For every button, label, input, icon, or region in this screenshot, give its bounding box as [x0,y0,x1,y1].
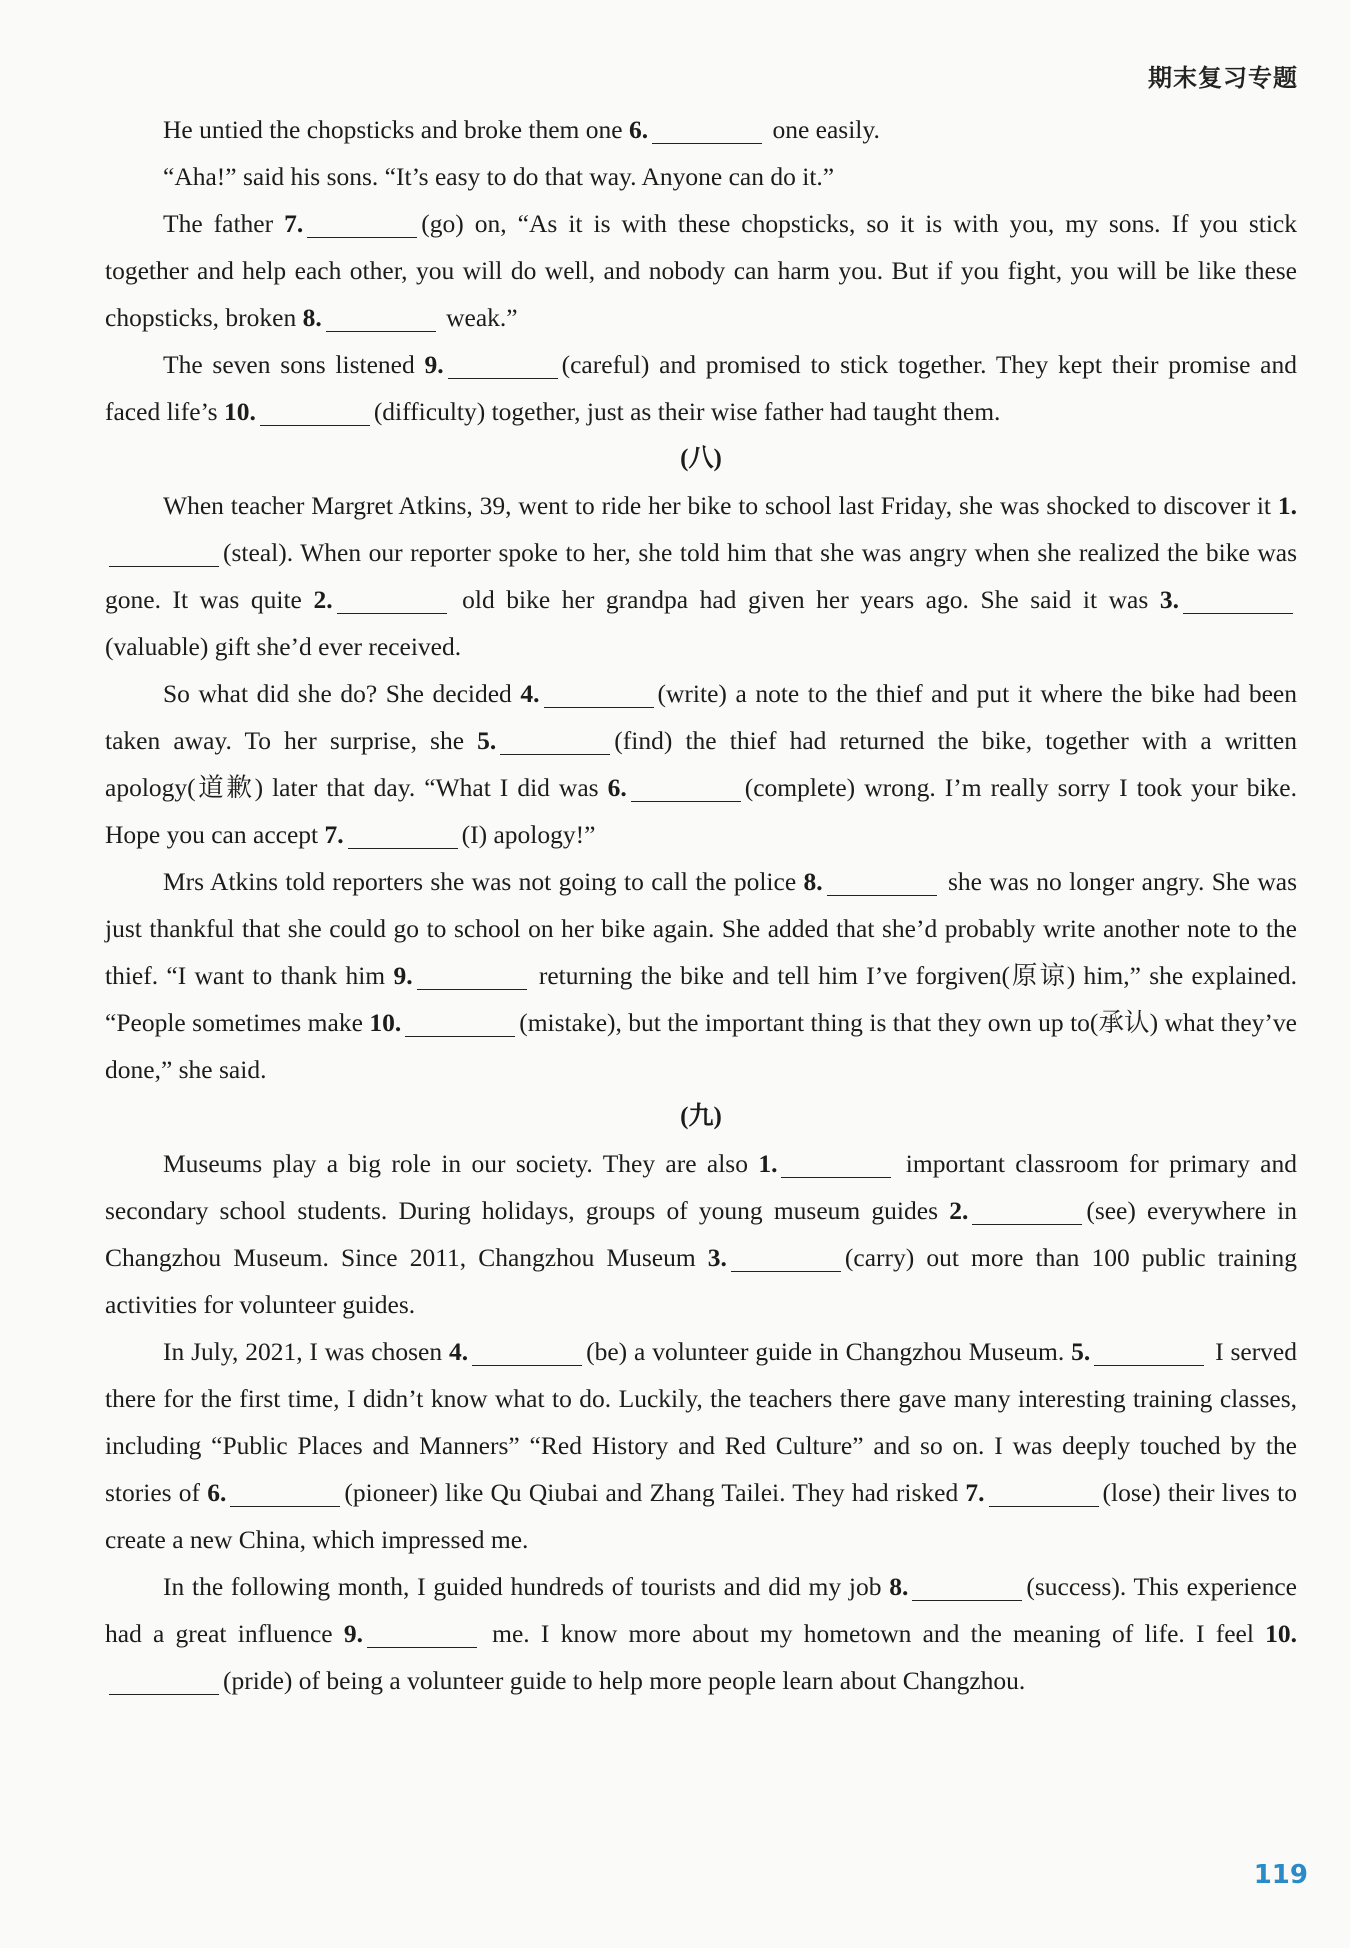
question-number: 9. [424,350,444,379]
question-number: 1. [1277,491,1297,520]
paragraph [105,482,1297,670]
text: (mistake), but the important thing is that they own up to(承认) what they’ve done,” she said. [105,1008,1297,1084]
answer-blank[interactable] [731,1243,841,1272]
question-number: 4. [448,1337,469,1366]
answer-blank[interactable] [989,1478,1099,1507]
question-number: 10. [1265,1619,1298,1648]
text: (write) a note to the thief and put it where the bike had been taken away. To her surprise, she [105,679,1297,755]
question-number: 3. [707,1243,727,1272]
answer-blank[interactable] [337,585,447,614]
question-number: 7. [324,820,344,849]
answer-blank[interactable] [1183,585,1293,614]
answer-blank[interactable] [230,1478,340,1507]
question-number: 5. [477,726,497,755]
paragraph [105,670,1297,858]
answer-blank[interactable] [972,1196,1082,1225]
text: (pioneer) like Qu Qiubai and Zhang Tailei. They had risked [344,1478,966,1507]
text: “Aha!” said his sons. “It’s easy to do that way. Anyone can do it.” [163,162,835,191]
answer-blank[interactable] [827,867,937,896]
text: (steal). When our reporter spoke to her, she told him that she was angry when she realized the bike was gone. It was quite [105,538,1297,614]
answer-blank[interactable] [544,679,654,708]
text: (difficulty) together, just as their wise father had taught them. [373,397,1001,426]
question-number: 10. [223,397,256,426]
text: He untied the chopsticks and broke them one [163,115,629,144]
page-number: 119 [1253,1860,1308,1890]
answer-blank[interactable] [1094,1337,1204,1366]
text: I served there for the first time, I didn’t know what to do. Luckily, the teachers there gave many interesting training classes, including “Public Places and Manners” “Red History and Red Culture” and so on. I was deeply touched by the stories of [105,1337,1297,1507]
answer-blank[interactable] [109,538,219,567]
text: The father [163,209,285,238]
paragraph [105,106,1297,153]
section-title: (八) [680,445,722,472]
question-number: 6. [628,115,649,144]
text: she was no longer angry. She was just thankful that she could go to school on her bike again. She added that she’d probably write another note to the thief. “I want to thank him [105,867,1297,990]
question-number: 6. [207,1478,227,1507]
question-number: 10. [369,1008,402,1037]
text: (careful) and promised to stick together. They kept their promise and faced life’s [105,350,1297,426]
answer-blank[interactable] [260,397,370,426]
text: returning the bike and tell him I’ve forgiven(原谅) him,” she explained. “People sometimes make [105,961,1298,1037]
answer-blank[interactable] [367,1619,477,1648]
question-number: 2. [949,1196,969,1225]
question-number: 7. [965,1478,985,1507]
question-number: 8. [889,1572,909,1601]
text: In July, 2021, I was chosen [163,1337,449,1366]
text: weak.” [439,303,518,332]
question-number: 9. [393,961,413,990]
text: (I) apology!” [461,820,596,849]
paragraph [105,200,1297,341]
text: Museums play a big role in our society. They are also [163,1149,759,1178]
answer-blank[interactable] [781,1149,891,1178]
question-number: 3. [1159,585,1179,614]
question-number: 8. [302,303,322,332]
paragraph [105,858,1297,1093]
paragraph [105,341,1297,435]
answer-blank[interactable] [417,961,527,990]
answer-blank[interactable] [348,820,458,849]
question-number: 8. [803,867,823,896]
text: important classroom for primary and secondary school students. During holidays, groups of young museum guides [105,1149,1297,1225]
answer-blank[interactable] [652,115,762,144]
text: (complete) wrong. I’m really sorry I took your bike. Hope you can accept [105,773,1298,849]
text: (see) everywhere in Changzhou Museum. Since 2011, Changzhou Museum [105,1196,1297,1272]
section-header: 期末复习专题 [1148,64,1298,92]
answer-blank[interactable] [448,350,558,379]
answer-blank[interactable] [500,726,610,755]
text: The seven sons listened [163,350,425,379]
answer-blank[interactable] [405,1008,515,1037]
answer-blank[interactable] [631,773,741,802]
text: (valuable) gift she’d ever received. [105,632,462,661]
text: (success). This experience had a great influence [105,1572,1297,1648]
text: So what did she do? She decided [163,679,521,708]
question-number: 1. [758,1149,778,1178]
text: Mrs Atkins told reporters she was not going to call the police [163,867,804,896]
text: (find) the thief had returned the bike, together with a written apology(道歉) later that day. “What I did was [105,726,1297,802]
text: (pride) of being a volunteer guide to help more people learn about Changzhou. [223,1666,1026,1695]
text: one easily. [766,115,880,144]
text: (carry) out more than 100 public training activities for volunteer guides. [105,1243,1297,1319]
answer-blank[interactable] [109,1666,219,1695]
text: (go) on, “As it is with these chopsticks, so it is with you, my sons. If you stick together and help each other, you will do well, and nobody can harm you. But if you fight, you will be like these chopsticks, broken [105,209,1297,332]
paragraph [105,1563,1297,1704]
text: When teacher Margret Atkins, 39, went to ride her bike to school last Friday, she was shocked to discover it [163,491,1278,520]
question-number: 6. [607,773,627,802]
text: old bike her grandpa had given her years ago. She said it was [450,585,1160,614]
question-number: 4. [520,679,540,708]
text: me. I know more about my hometown and the meaning of life. I feel [480,1619,1266,1648]
text: In the following month, I guided hundreds of tourists and did my job [163,1572,890,1601]
question-number: 2. [313,585,333,614]
question-number: 5. [1071,1337,1091,1366]
section-title: (九) [680,1103,722,1130]
answer-blank[interactable] [912,1572,1022,1601]
paragraph [105,1140,1297,1328]
answer-blank[interactable] [472,1337,582,1366]
text: (lose) their lives to create a new China, which impressed me. [105,1478,1297,1554]
text: (be) a volunteer guide in Changzhou Museum. [586,1337,1072,1366]
question-number: 7. [284,209,304,238]
answer-blank[interactable] [307,209,417,238]
answer-blank[interactable] [326,303,436,332]
question-number: 9. [343,1619,363,1648]
paragraph [105,1328,1297,1563]
paragraph [105,153,1297,200]
exercise-content [105,106,1297,1704]
